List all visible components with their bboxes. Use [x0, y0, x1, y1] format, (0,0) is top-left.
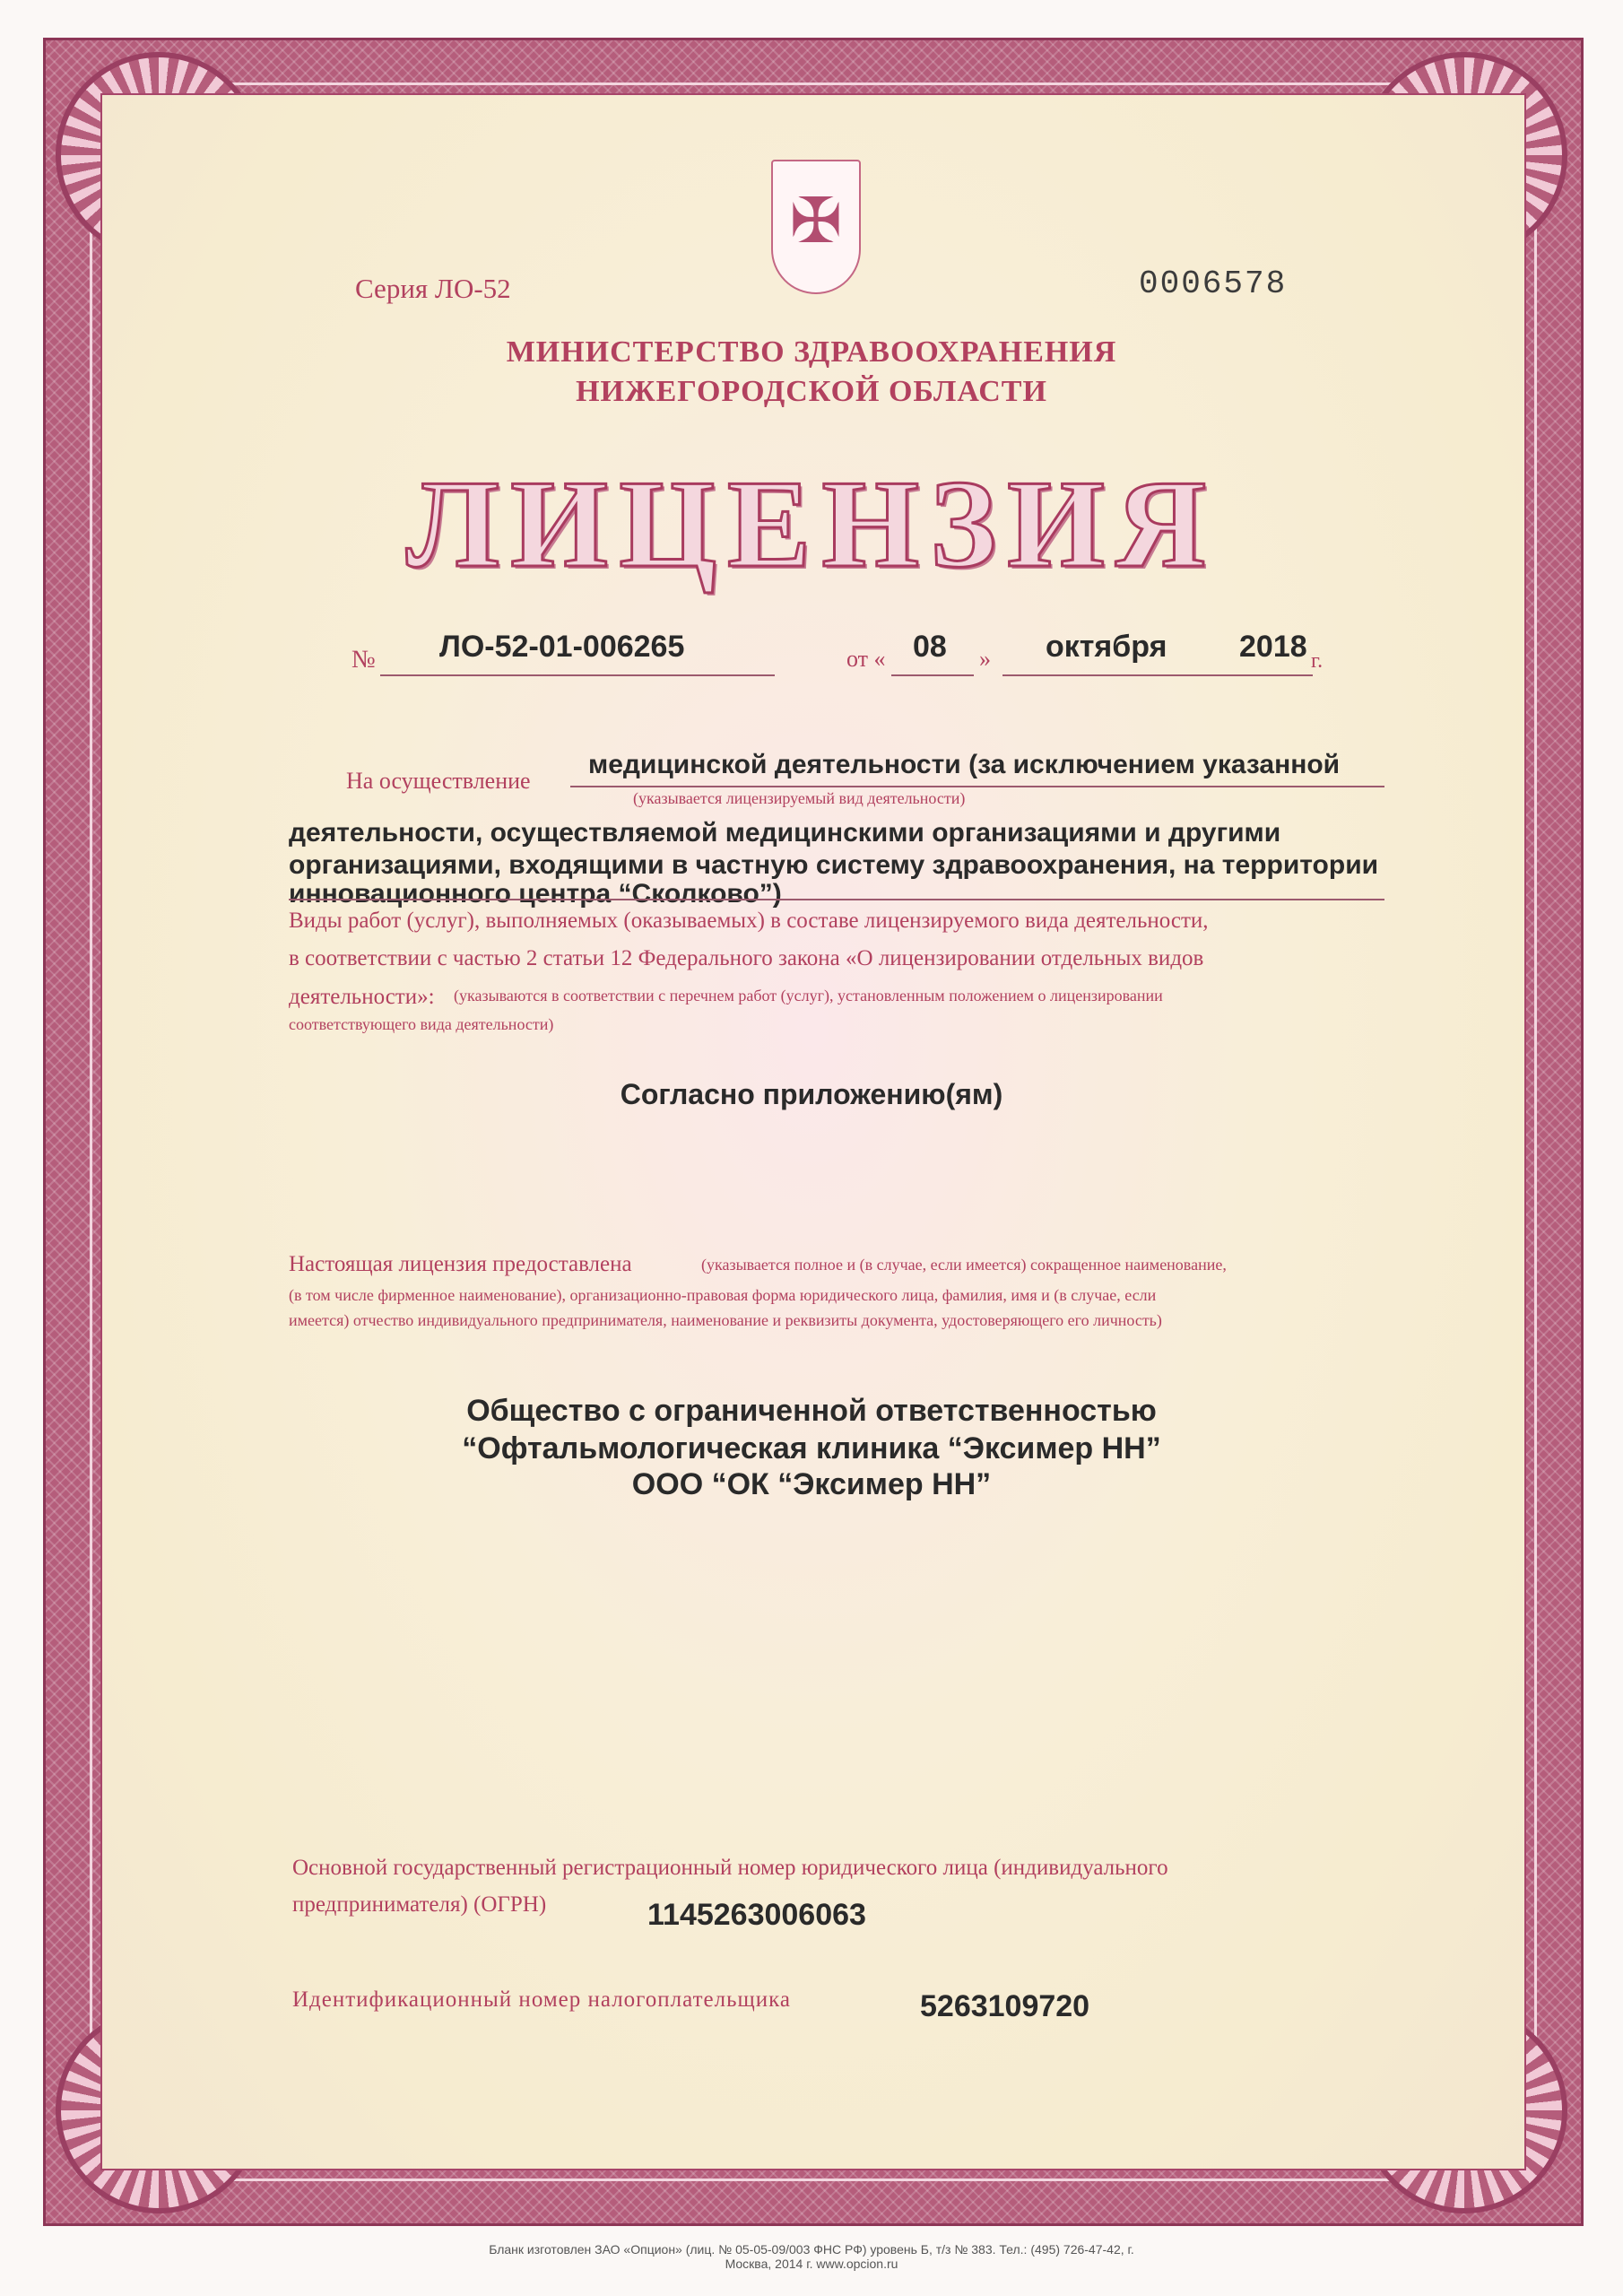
day-underline [891, 674, 974, 676]
holder-name-line3: ООО “ОК “Эксимер НН” [631, 1467, 992, 1501]
activity-hint: (указывается лицензируемый вид деятельности) [633, 789, 966, 807]
serial-number: 0006578 [1139, 265, 1288, 302]
number-label: № [352, 646, 376, 674]
date-prefix: от « [846, 646, 886, 672]
holder-hint-line2: (в том числе фирменное наименование), организационно-правовая форма юридического лица, фамилия, имя и (в случае, если [289, 1286, 1157, 1304]
date-mid: » [979, 646, 991, 672]
ogrn-value: 1145263006063 [647, 1898, 866, 1932]
ogrn-label-line1: Основной государственный регистрационный номер юридического лица (индивидуального [292, 1856, 1168, 1880]
activity-underline-2 [289, 899, 1384, 900]
holder-hint-line1: (указывается полное и (в случае, если имеется) сокращенное наименование, [701, 1256, 1227, 1274]
year-suffix: г. [1311, 649, 1324, 673]
inn-value: 5263109720 [920, 1989, 1090, 2023]
series-label: Серия ЛО-52 [355, 273, 511, 304]
holder-name-line1: Общество с ограниченной ответственностью [466, 1394, 1157, 1428]
license-year: 2018 [1239, 630, 1307, 664]
activity-value-line4: инновационного центра “Сколково”) [289, 879, 782, 909]
works-text-line3: деятельности»: [289, 985, 435, 1009]
license-number: ЛО-52-01-006265 [439, 630, 685, 664]
activity-underline [570, 786, 1384, 787]
inn-label: Идентификационный номер налогоплательщика [292, 1987, 792, 2012]
activity-value-line1: медицинской деятельности (за исключением указанной [588, 750, 1341, 779]
activity-label: На осуществление [346, 768, 531, 794]
activity-value-line3: организациями, входящими в частную систему здравоохранения, на территории [289, 850, 1379, 880]
works-hint-line2: соответствующего вида деятельности) [289, 1015, 554, 1033]
ogrn-label-line2: предпринимателя) (ОГРН) [292, 1892, 547, 1917]
document-title: ЛИЦЕНЗИЯ [405, 455, 1218, 594]
works-text-line2: в соответствии с частью 2 статьи 12 Федерального закона «О лицензировании отдельных видов [289, 946, 1204, 970]
works-hint-line1: (указываются в соответствии с перечнем работ (услуг), установленным положением о лицензировании [454, 987, 1163, 1004]
number-underline [380, 674, 775, 676]
ministry-name-line2: НИЖЕГОРОДСКОЙ ОБЛАСТИ [576, 375, 1047, 408]
holder-name-line2: “Офтальмологическая клиника “Эксимер НН” [462, 1431, 1161, 1465]
double-headed-eagle-icon: ✠ [789, 187, 843, 257]
license-month: октября [1046, 630, 1167, 664]
holder-hint-line3: имеется) отчество индивидуального предпринимателя, наименование и реквизиты документа, удостоверяющего его личность) [289, 1311, 1162, 1329]
license-day: 08 [913, 630, 947, 664]
works-text-line1: Виды работ (услуг), выполняемых (оказываемых) в составе лицензируемого вида деятельности, [289, 909, 1209, 933]
ministry-name-line1: МИНИСТЕРСТВО ЗДРАВООХРАНЕНИЯ [506, 335, 1117, 369]
printer-footer: Бланк изготовлен ЗАО «Опцион» (лиц. № 05-05-09/003 ФНС РФ) уровень Б, т/з № 383. Тел.: (495) 726-47-42, г. Москва, 2014 г. www.opcion.ru [489, 2242, 1134, 2271]
works-value: Согласно приложению(ям) [620, 1078, 1003, 1110]
holder-label: Настоящая лицензия предоставлена [289, 1252, 632, 1276]
month-underline [1002, 674, 1313, 676]
activity-value-line2: деятельности, осуществляемой медицинскими организациями и другими [289, 818, 1281, 848]
